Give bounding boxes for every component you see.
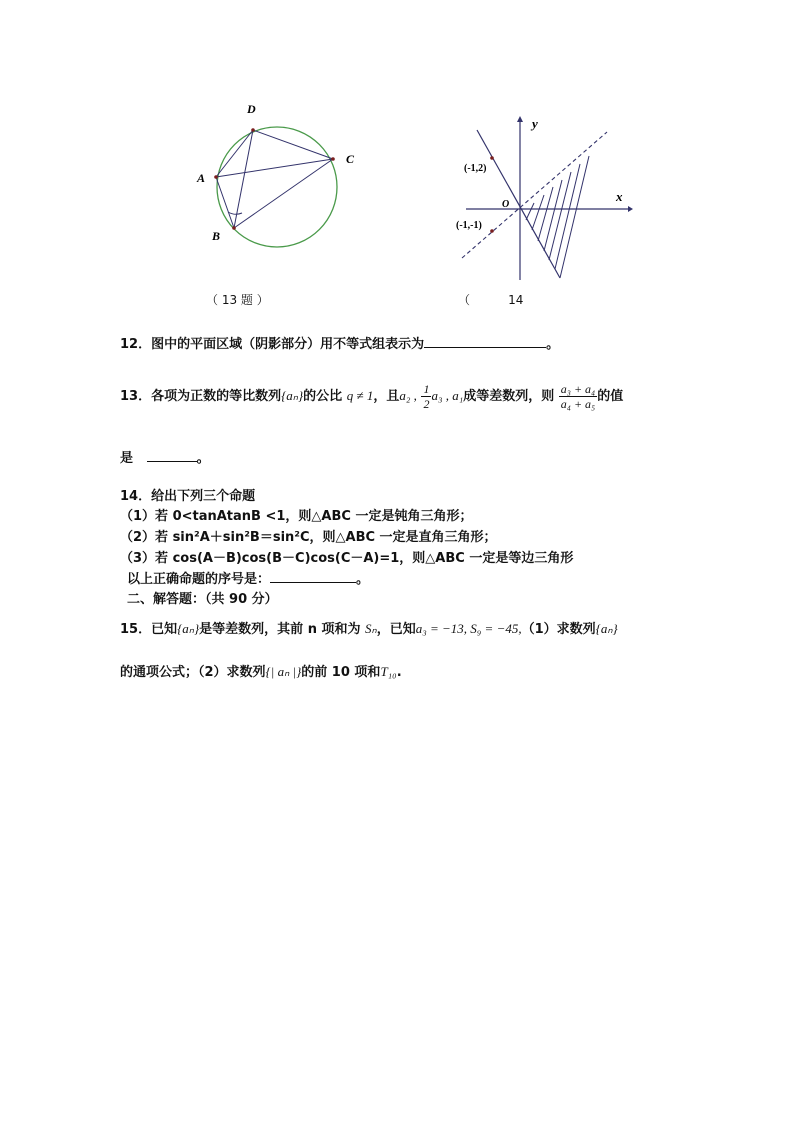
question-14-prop-2: （2）若 sin²A＋sin²B＝sin²C，则△ABC 一定是直角三角形； [120, 530, 497, 545]
q15-text2: ，已知 [376, 622, 416, 637]
q13-arith: 成等差数列，则 [463, 389, 555, 404]
figure-14-caption: （ 14 [458, 293, 524, 307]
axis-y-label: y [532, 116, 538, 131]
q13-lead: 13．各项为正数的等比数列 [120, 389, 282, 404]
question-14-answer [127, 568, 369, 587]
boundary-solid [477, 130, 560, 278]
point-label-b: B [212, 229, 221, 243]
q15-sn: Sₙ [365, 621, 377, 636]
q15-abs-seq: {| aₙ |} [265, 664, 302, 679]
point-label-d: D [247, 102, 256, 116]
q13-terms-a: a₂ , [399, 388, 417, 403]
point-label-c: C [346, 152, 355, 166]
q12-text: 12．图中的平面区域（阴影部分）用不等式组表示为 [120, 337, 425, 352]
q15-seq2: {aₙ} [595, 621, 618, 636]
q13-and: ，且 [373, 389, 400, 404]
boundary-dashed [462, 132, 607, 258]
q13-ratio-label: 的公比 [303, 389, 343, 404]
q13-line2-end: 。 [196, 451, 210, 466]
q15-lead: 15．已知 [120, 622, 178, 637]
question-15 [120, 618, 618, 637]
q15-part1: （1）求数列 [521, 622, 596, 637]
q13-seq: {aₙ} [281, 388, 304, 403]
figure-13-caption: （ 13 题 ） [206, 293, 269, 307]
q13-half-fraction: $\frac{1}{2}$ [423, 382, 430, 411]
q13-ratio-fraction: $\frac{\text{a₃ + a₄}}{\text{a₄ + a₅}}$ [560, 382, 596, 411]
question-12 [120, 333, 559, 352]
q15-line2-end: . [396, 665, 402, 680]
question-14-prop-3: （3）若 cos(A－B)cos(B－C)cos(C－A)=1，则△ABC 一定是等边三角形 [120, 551, 574, 566]
question-15-line2 [120, 661, 402, 680]
axis-x-label: x [616, 189, 623, 204]
region-figure [452, 110, 637, 285]
q13-tail: 的值 [597, 389, 624, 404]
section-2-heading: 二、解答题：（共 90 分） [127, 592, 278, 607]
circle-figure [190, 95, 360, 260]
question-13 [120, 376, 623, 416]
point-label-neg1-2: (-1,2) [464, 163, 487, 174]
q12-answer-blank[interactable] [424, 335, 546, 348]
q13-answer-blank[interactable] [147, 449, 197, 462]
q15-text1: 是等差数列，其前 n 项和为 [199, 622, 361, 637]
q13-line2-start: 是 [120, 451, 134, 466]
origin-label: O [502, 199, 510, 210]
q14-answer-label: 以上正确命题的序号是： [127, 572, 271, 587]
q12-end: 。 [546, 337, 560, 352]
q15-t10: T₁₀ [380, 664, 397, 679]
q15-seq: {aₙ} [177, 621, 200, 636]
q14-answer-end: 。 [356, 572, 370, 587]
q13-ratio: q ≠ 1 [346, 388, 374, 403]
q15-line2: 的通项公式；（2）求数列 [120, 665, 266, 680]
question-14-prop-1: （1）若 0<tanAtanB <1，则△ABC 一定是钝角三角形； [120, 509, 473, 524]
q13-terms-b: a₃ , a₁ [431, 388, 464, 403]
question-13-line2 [120, 447, 210, 466]
point-label-neg1-neg1: (-1,-1) [456, 220, 482, 231]
question-14-title: 14．给出下列三个命题 [120, 489, 256, 504]
point-label-a: A [197, 171, 206, 185]
q14-answer-blank[interactable] [270, 570, 356, 583]
q15-given: a₃ = −13, S₉ = −45, [415, 621, 522, 636]
q15-line2b: 的前 10 项和 [301, 665, 381, 680]
